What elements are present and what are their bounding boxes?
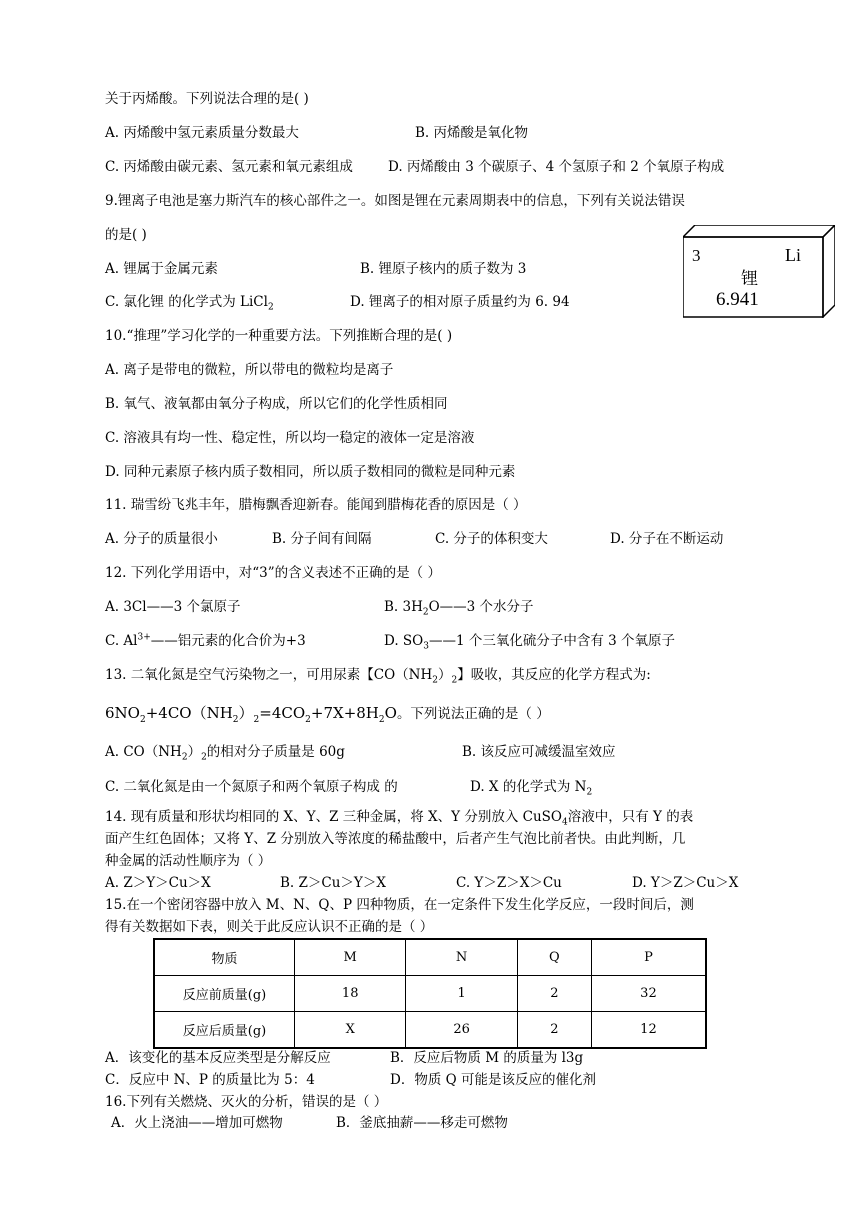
q16-option-b: B．釜底抽薪——移走可燃物 bbox=[336, 1115, 508, 1131]
table-cell: Q bbox=[517, 939, 591, 976]
q10-option-b: B. 氧气、液氧都由氧分子构成，所以它们的化学性质相同 bbox=[105, 396, 448, 412]
table-row bbox=[154, 1012, 706, 1049]
element-tile-frame bbox=[683, 225, 835, 318]
q11-option-d: D. 分子在不断运动 bbox=[610, 531, 724, 547]
table-cell: 1 bbox=[406, 976, 517, 1012]
q16-stem: 16.下列有关燃烧、灭火的分析，错误的是（ ） bbox=[105, 1094, 388, 1110]
q9-option-d: D. 锂离子的相对原子质量约为 6. 94 bbox=[350, 294, 570, 310]
q8-option-c: C. 丙烯酸由碳元素、氢元素和氧元素组成 bbox=[105, 159, 353, 175]
q9-option-c: C. 氯化锂 的化学式为 LiCl$_2$ bbox=[105, 294, 274, 313]
q12-option-d: D. $SO_3——1$ 个三氧化硫分子中含有 3 个氧原子 bbox=[384, 633, 676, 652]
q12-option-c: C. $Al^{3+}——$铝元素的化合价为+3 bbox=[105, 632, 306, 649]
q15-option-d: D．物质 Q 可能是该反应的催化剂 bbox=[390, 1072, 596, 1088]
element-name: 锂 bbox=[741, 269, 758, 288]
q10-option-a: A. 离子是带电的微粒，所以带电的微粒均是离子 bbox=[105, 362, 394, 378]
chemical-equation: $6NO_2+4CO(NH_2)_2=4CO_2+7X+8H_2O$ bbox=[105, 704, 397, 725]
q9-stem-line2: 的是( ) bbox=[105, 227, 147, 243]
q14-option-c: C. Y＞Z＞X＞Cu bbox=[456, 875, 562, 891]
q9-option-b: B. 锂原子核内的质子数为 3 bbox=[360, 261, 527, 277]
q9-option-a: A. 锂属于金属元素 bbox=[105, 261, 218, 277]
element-atomic-number: 3 bbox=[692, 246, 701, 265]
q11-option-a: A. 分子的质量很小 bbox=[105, 531, 218, 547]
table-cell: X bbox=[295, 1012, 406, 1049]
table-cell: 2 bbox=[517, 976, 591, 1012]
q9-stem-line1: 9.锂离子电池是塞力斯汽车的核心部件之一。如图是锂在元素周期表中的信息，下列有关说法错误 bbox=[105, 193, 685, 209]
q14-stem-line3: 种金属的活动性顺序为（ ） bbox=[105, 853, 272, 869]
table-cell: 2 bbox=[517, 1012, 591, 1049]
element-tile-lithium bbox=[683, 225, 835, 318]
table-row bbox=[154, 976, 706, 1012]
table-cell: 26 bbox=[406, 1012, 517, 1049]
table-cell: 物质 bbox=[154, 939, 295, 976]
element-atomic-mass: 6.941 bbox=[716, 289, 759, 310]
q15-stem-line2: 得有关数据如下表，则关于此反应认识不正确的是（ ） bbox=[105, 919, 434, 935]
q14-stem-line2: 面产生红色固体；又将 Y、Z 分别放入等浓度的稀盐酸中，后者产生气泡比前者快。由此判断，几 bbox=[105, 831, 686, 847]
q8-option-a: A. 丙烯酸中氢元素质量分数最大 bbox=[105, 125, 299, 141]
q13-equation-line: $6NO_2+4CO(NH_2)_2=4CO_2+7X+8H_2O$。下列说法正确的是（ ） bbox=[105, 704, 550, 725]
q14-option-a: A. Z＞Y＞Cu＞X bbox=[105, 875, 211, 891]
table-cell: N bbox=[406, 939, 517, 976]
q13-option-d: D. X 的化学式为 $N_2$ bbox=[470, 779, 593, 798]
q10-stem: 10.“推理”学习化学的一种重要方法。下列推断合理的是( ) bbox=[105, 328, 453, 344]
table-cell: 反应后质量(g) bbox=[154, 1012, 295, 1049]
table-cell: 32 bbox=[591, 976, 706, 1012]
table-cell: M bbox=[295, 939, 406, 976]
q12-option-b: B. $3H_2O——3$ 个水分子 bbox=[384, 599, 534, 618]
table-cell: 12 bbox=[591, 1012, 706, 1049]
table-header-row bbox=[154, 939, 706, 976]
q14-option-b: B. Z＞Cu＞Y＞X bbox=[280, 875, 386, 891]
q13-option-b: B. 该反应可减缓温室效应 bbox=[462, 744, 616, 760]
q12-stem: 12. 下列化学用语中，对“3”的含义表述不正确的是（ ） bbox=[105, 565, 441, 581]
q14-option-d: D. Y＞Z＞Cu＞X bbox=[632, 875, 739, 891]
q11-option-c: C. 分子的体积变大 bbox=[435, 531, 548, 547]
q8-stem: 关于丙烯酸。下列说法合理的是( ) bbox=[105, 91, 309, 107]
q8-option-b: B. 丙烯酸是氧化物 bbox=[415, 125, 529, 141]
q13-option-a: A. $CO(NH_2)_2$的相对分子质量是 60g bbox=[105, 744, 345, 763]
q10-option-d: D. 同种元素原子核内质子数相同，所以质子数相同的微粒是同种元素 bbox=[105, 464, 516, 480]
table-cell: 18 bbox=[295, 976, 406, 1012]
q15-option-a: A．该变化的基本反应类型是分解反应 bbox=[105, 1050, 331, 1066]
q8-option-d: D. 丙烯酸由 3 个碳原子、4 个氢原子和 2 个氧原子构成 bbox=[388, 159, 725, 175]
q15-stem-line1: 15.在一个密闭容器中放入 M、N、Q、P 四种物质，在一定条件下发生化学反应，一段时间后，测 bbox=[105, 897, 694, 913]
q15-option-c: C．反应中 N、P 的质量比为 5：4 bbox=[105, 1072, 315, 1088]
q13-stem: 13. 二氧化氮是空气污染物之一，可用尿素【$CO(NH_2)_2$】吸收，其反应的化学方程式为: bbox=[105, 667, 651, 686]
q16-option-a: A．火上浇油——增加可燃物 bbox=[111, 1115, 283, 1131]
q13-option-c: C. 二氧化氮是由一个氮原子和两个氧原子构成 的 bbox=[105, 779, 398, 795]
q15-option-b: B．反应后物质 M 的质量为 l3g bbox=[390, 1050, 584, 1066]
q11-stem: 11. 瑞雪纷飞兆丰年，腊梅飘香迎新春。能闻到腊梅花香的原因是（ ） bbox=[105, 497, 527, 513]
q12-option-a: A. 3Cl——3 个氯原子 bbox=[105, 599, 241, 615]
table-cell: 反应前质量(g) bbox=[154, 976, 295, 1012]
q11-option-b: B. 分子间有间隔 bbox=[272, 531, 372, 547]
table-cell: P bbox=[591, 939, 706, 976]
q10-option-c: C. 溶液具有均一性、稳定性，所以均一稳定的液体一定是溶液 bbox=[105, 430, 475, 446]
q14-stem-line1: 14. 现有质量和形状均相同的 X、Y、Z 三种金属，将 X、Y 分别放入 CuSO$_4$溶液中，只有 Y 的表 bbox=[105, 809, 694, 828]
mass-data-table bbox=[153, 938, 707, 1049]
element-symbol: Li bbox=[785, 245, 801, 265]
